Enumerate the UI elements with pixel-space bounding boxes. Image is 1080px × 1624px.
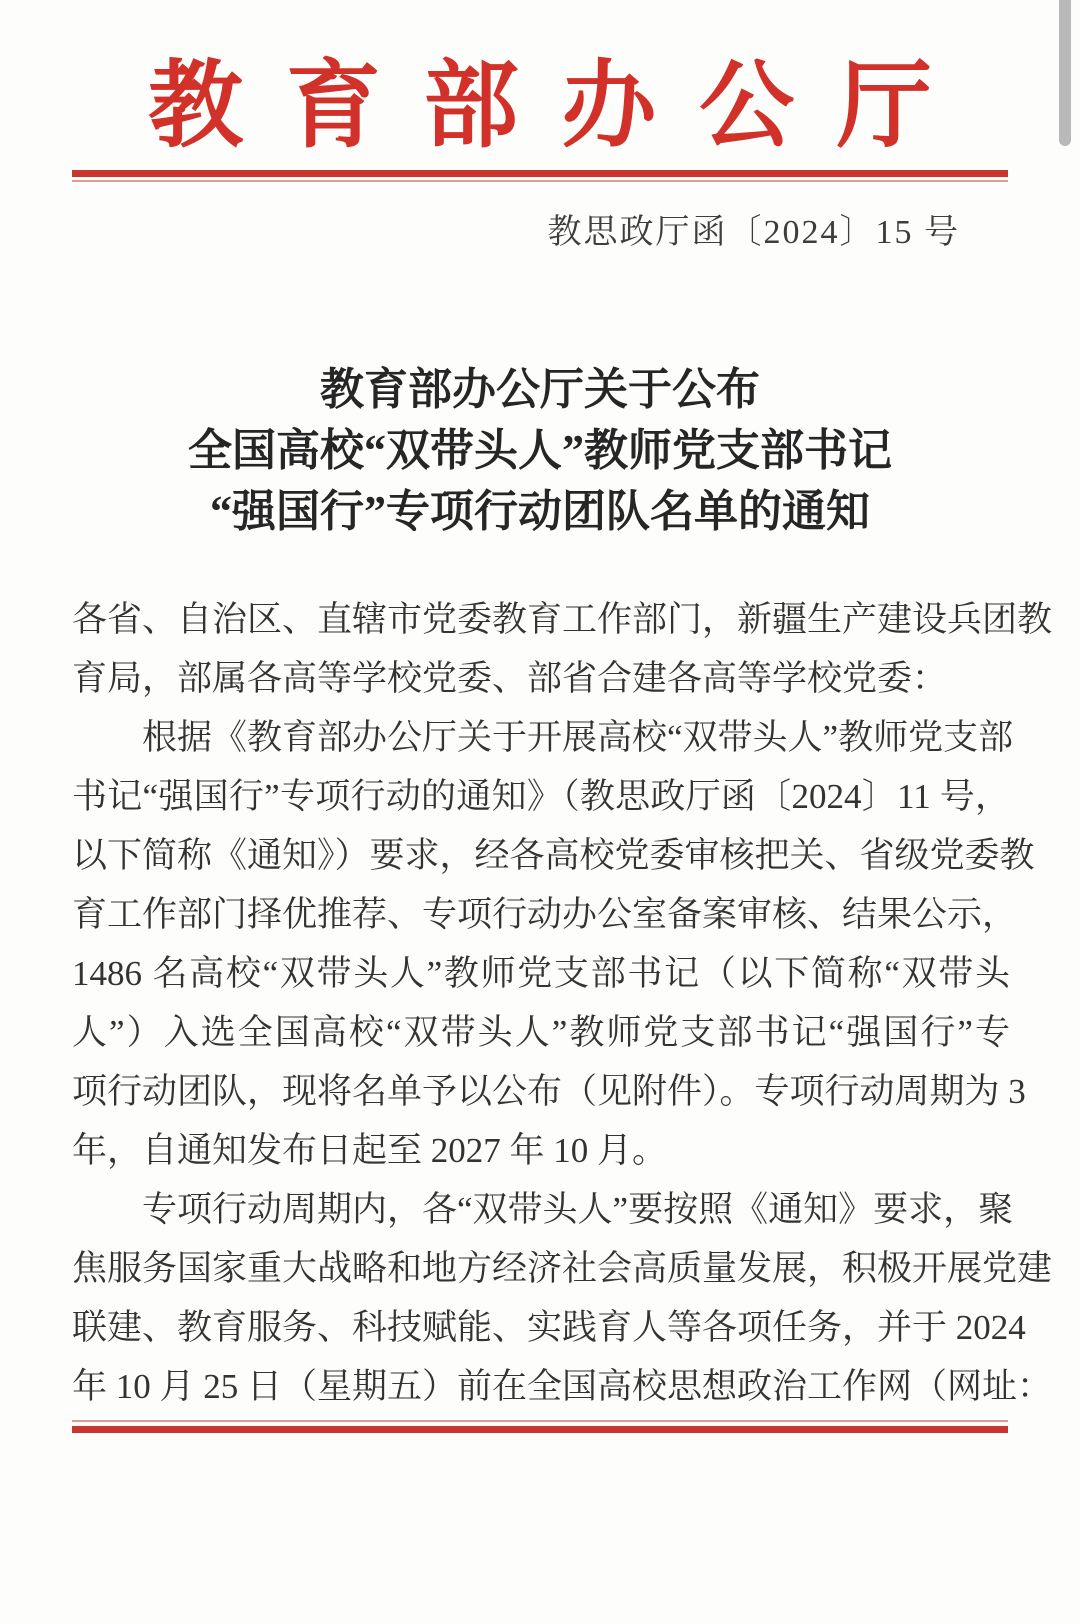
body-line: 年 10 月 25 日（星期五）前在全国高校思想政治工作网（网址： <box>72 1367 1053 1406</box>
document-title-line-2: 全国高校“双带头人”教师党支部书记 <box>188 426 892 475</box>
document-title-line-3: “强国行”专项行动团队名单的通知 <box>210 487 870 536</box>
body-line: 年，自通知发布日起至 2027 年 10 月。 <box>72 1131 668 1170</box>
body-line: 项行动团队，现将名单予以公布（见附件）。专项行动周期为 3 <box>72 1072 1026 1111</box>
body-line: 书记“强国行”专项行动的通知》（教思政厅函〔2024〕11 号， <box>72 777 1010 816</box>
red-rule-thin <box>72 180 1008 182</box>
red-rule-thick <box>72 170 1008 177</box>
body-line: 根据《教育部办公厅关于开展高校“双带头人”教师党支部 <box>142 718 1014 757</box>
body-line: 人”）入选全国高校“双带头人”教师党支部书记“强国行”专 <box>72 1013 1010 1052</box>
paragraph-announcement <box>72 708 1035 1180</box>
body-line: 各省、自治区、直辖市党委教育工作部门，新疆生产建设兵团教 <box>72 600 1053 639</box>
paragraph-salutation <box>72 590 1053 708</box>
body-line: 专项行动周期内，各“双带头人”要按照《通知》要求，聚 <box>142 1190 1014 1229</box>
document-title-line-1: 教育部办公厅关于公布 <box>320 365 760 414</box>
document-body <box>72 590 1053 1416</box>
document-title <box>0 359 1080 542</box>
paragraph-requirements <box>72 1180 1053 1416</box>
body-line: 育局，部属各高等学校党委、部省合建各高等学校党委： <box>72 659 948 698</box>
body-line: 1486 名高校“双带头人”教师党支部书记（以下简称“双带头 <box>72 954 1010 993</box>
body-line: 联建、教育服务、科技赋能、实践育人等各项任务，并于 2024 <box>72 1308 1026 1347</box>
letterhead-agency-name: 教育部办公厅 <box>148 53 975 159</box>
document-number: 教思政厅函〔2024〕15 号 <box>547 214 960 251</box>
body-line: 育工作部门择优推荐、专项行动办公室备案审核、结果公示， <box>72 895 1018 934</box>
red-divider-top <box>72 170 1008 182</box>
scrollbar-thumb[interactable] <box>1059 0 1071 146</box>
red-divider-bottom <box>72 1420 1008 1433</box>
body-line: 焦服务国家重大战略和地方经济社会高质量发展，积极开展党建 <box>72 1249 1053 1288</box>
red-rule-thin <box>72 1420 1008 1422</box>
red-rule-thick <box>72 1426 1008 1433</box>
body-line: 以下简称《通知》）要求，经各高校党委审核把关、省级党委教 <box>72 836 1035 875</box>
